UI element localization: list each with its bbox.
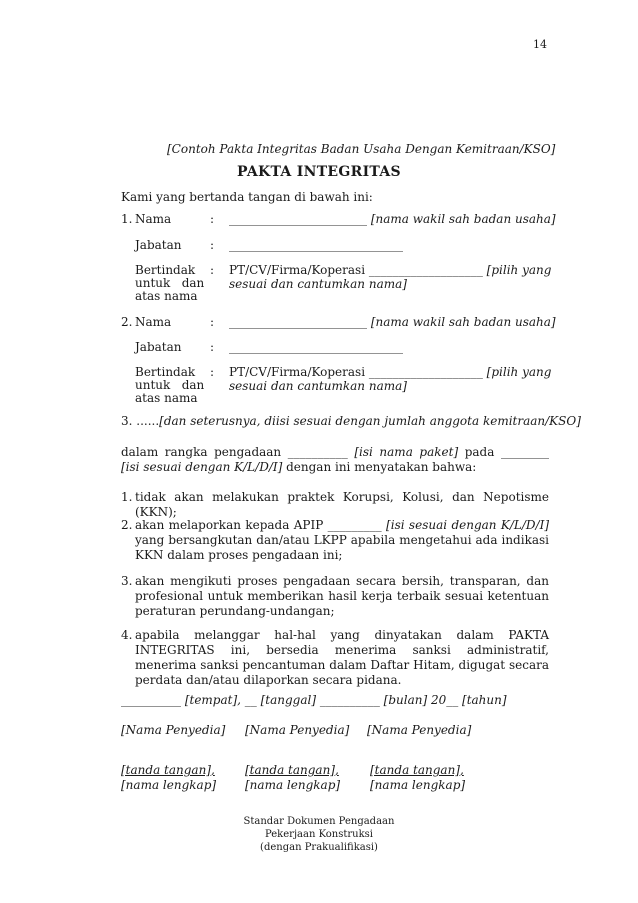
colon: :: [210, 340, 215, 354]
statement-number: 3.: [121, 574, 133, 588]
bertindak-label-line: Bertindak: [135, 263, 196, 277]
statement-text-part: yang bersangkutan dan/atau LKPP apabila mengetahui ada indikasi KKN dalam proses pengadaan ini;: [135, 533, 549, 562]
signature-placeholder: [tanda tangan],: [370, 763, 464, 777]
nama-label: Nama: [135, 212, 172, 226]
member-number: 2.: [121, 315, 133, 329]
statement-number: 2.: [121, 518, 133, 532]
footer-line: Pekerjaan Konstruksi: [264, 829, 374, 840]
full-name-placeholder: [nama lengkap]: [370, 778, 466, 792]
statement-text: tidak akan melakukan praktek Korupsi, Kolusi, dan Nepotisme (KKN);: [135, 490, 549, 519]
context-text: dalam rangka pengadaan __________: [121, 445, 355, 459]
context-hint: [isi sesuai dengan K/L/D/I]: [121, 460, 283, 474]
colon: :: [210, 315, 215, 329]
context-text: dengan ini menyatakan bahwa:: [282, 460, 477, 474]
member-number: 3. ......: [121, 414, 160, 428]
jabatan-label: Jabatan: [135, 340, 182, 354]
context-paragraph: [121, 445, 549, 475]
bertindak-label-line: atas nama: [135, 391, 198, 405]
statement-text: [135, 518, 549, 563]
context-text: pada ________: [458, 445, 549, 459]
bertindak-field: [229, 365, 552, 393]
bertindak-hint: [pilih yang: [486, 365, 552, 379]
statement-number: 1.: [121, 490, 133, 504]
colon: :: [210, 238, 215, 252]
signature-block: [121, 763, 216, 793]
signature-placeholder: [tanda tangan],: [245, 763, 339, 777]
nama-blank: _______________________: [229, 212, 367, 226]
nama-blank: _______________________: [229, 315, 367, 329]
bertindak-field: [229, 263, 552, 291]
bertindak-label-line: untuk dan: [135, 378, 205, 392]
colon: :: [210, 365, 215, 379]
statement-item: [121, 574, 549, 619]
bertindak-value: PT/CV/Firma/Koperasi ___________________: [229, 365, 483, 379]
bertindak-hint: sesuai dan cantumkan nama]: [229, 379, 407, 393]
signature-block: [245, 763, 340, 793]
jabatan-blank: _____________________________: [229, 238, 403, 252]
provider-name: [Nama Penyedia]: [245, 723, 350, 737]
intro-text: Kami yang bertanda tangan di bawah ini:: [121, 190, 373, 204]
nama-hint: [nama wakil sah badan usaha]: [370, 315, 556, 329]
bertindak-hint: [pilih yang: [486, 263, 552, 277]
nama-field: [229, 315, 556, 331]
member-number: 1.: [121, 212, 133, 226]
member-item-3: [121, 414, 581, 430]
statement-hint: [isi sesuai dengan K/L/D/I]: [386, 518, 550, 532]
statement-text: akan mengikuti proses pengadaan secara bersih, transparan, dan profesional untuk memberikan hasil kerja terbaik sesuai ketentuan peraturan perundang-undangan;: [135, 574, 549, 618]
nama-field: [229, 212, 556, 228]
nama-hint: [nama wakil sah badan usaha]: [370, 212, 556, 226]
page-footer: [0, 815, 638, 854]
statement-item: [121, 518, 549, 563]
page-number: 14: [533, 38, 547, 51]
provider-name: [Nama Penyedia]: [121, 723, 226, 737]
document-subtitle: [Contoh Pakta Integritas Badan Usaha Dengan Kemitraan/KSO]: [167, 142, 556, 156]
bertindak-label: [135, 366, 207, 405]
colon: :: [210, 263, 215, 277]
bertindak-label-line: untuk dan: [135, 276, 205, 290]
bertindak-value: PT/CV/Firma/Koperasi ___________________: [229, 263, 483, 277]
bertindak-hint: sesuai dan cantumkan nama]: [229, 277, 407, 291]
nama-label: Nama: [135, 315, 172, 329]
jabatan-label: Jabatan: [135, 238, 182, 252]
statement-number: 4.: [121, 628, 133, 642]
signature-block: [370, 763, 465, 793]
statement-text-part: akan melaporkan kepada APIP _________: [135, 518, 387, 532]
full-name-placeholder: [nama lengkap]: [121, 778, 217, 792]
footer-line: Standar Dokumen Pengadaan: [243, 816, 395, 827]
document-title: PAKTA INTEGRITAS: [237, 164, 401, 180]
item-3-hint: [dan seterusnya, diisi sesuai dengan jumlah anggota kemitraan/KSO]: [159, 414, 581, 428]
statement-item: [121, 628, 549, 688]
full-name-placeholder: [nama lengkap]: [245, 778, 341, 792]
colon: :: [210, 212, 215, 226]
signature-placeholder: [tanda tangan],: [121, 763, 215, 777]
statement-item: [121, 490, 549, 520]
bertindak-label-line: atas nama: [135, 289, 198, 303]
statement-text: apabila melanggar hal-hal yang dinyatakan dalam PAKTA INTEGRITAS ini, bersedia menerima sanksi administratif, menerima sanksi pencantuman dalam Daftar Hitam, digugat secara perdata dan/atau dilaporkan secara pidana.: [135, 628, 549, 687]
context-hint: [isi nama paket]: [354, 445, 459, 459]
provider-name: [Nama Penyedia]: [367, 723, 472, 737]
footer-line: (dengan Prakualifikasi): [260, 842, 378, 853]
jabatan-blank: _____________________________: [229, 340, 403, 354]
bertindak-label: [135, 264, 207, 303]
date-line: __________ [tempat], __ [tanggal] __________ [bulan] 20__ [tahun]: [121, 693, 507, 707]
bertindak-label-line: Bertindak: [135, 365, 196, 379]
